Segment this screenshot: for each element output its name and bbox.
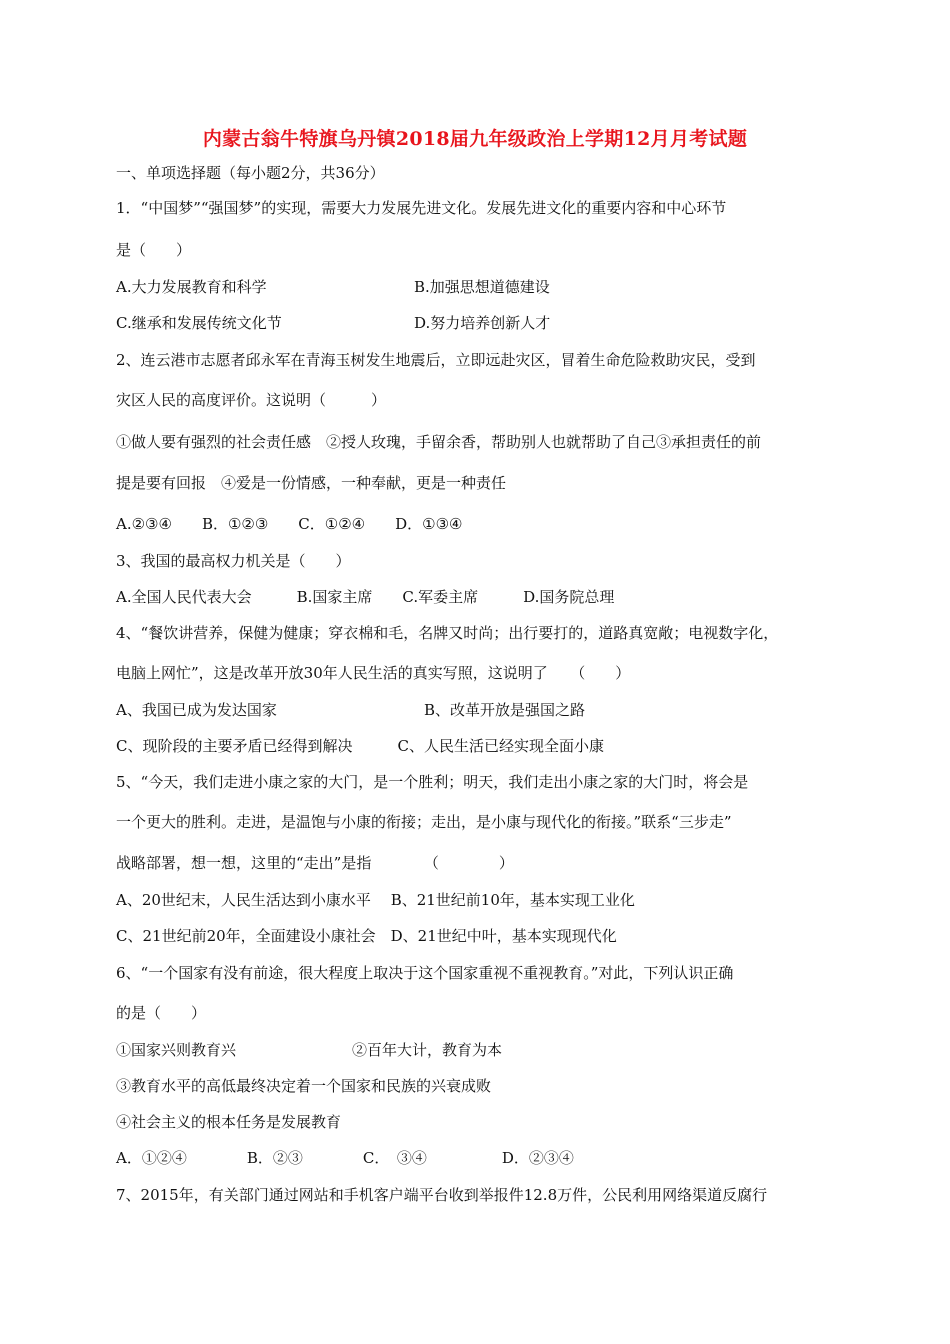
- q1-option-b: B.加强思想道德建设: [414, 278, 550, 296]
- q5-stem-line2: 一个更大的胜利。走进，是温饱与小康的衔接；走出，是小康与现代化的衔接。”联系“三步走”: [116, 813, 732, 831]
- q5-stem-line1: 5、“今天，我们走进小康之家的大门，是一个胜利；明天，我们走出小康之家的大门时，将会是: [116, 773, 749, 791]
- q6-stem-line2: 的是（ ）: [116, 1004, 207, 1022]
- q1-option-c: C.继承和发展传统文化节: [116, 314, 282, 332]
- exam-title: 内蒙古翁牛特旗乌丹镇2018届九年级政治上学期12月月考试题: [202, 128, 748, 150]
- q3-stem: 3、我国的最高权力机关是（ ）: [116, 552, 351, 570]
- q2-statements-line1: ①做人要有强烈的社会责任感 ②授人玫瑰，手留余香，帮助别人也就帮助了自己③承担责任的前: [116, 433, 762, 451]
- q1-stem-line1: 1．“中国梦”“强国梦”的实现，需要大力发展先进文化。发展先进文化的重要内容和中心环节: [116, 199, 727, 217]
- q5-stem-line3: 战略部署，想一想，这里的“走出”是指 （ ）: [116, 854, 514, 872]
- q4-stem-line2: 电脑上网忙”，这是改革开放30年人民生活的真实写照，这说明了 （ ）: [116, 664, 631, 682]
- q2-stem-line2: 灾区人民的高度评价。这说明（ ）: [116, 391, 387, 409]
- q1-option-d: D.努力培养创新人才: [414, 314, 551, 332]
- q2-choices: A.②③④ B．①②③ C．①②④ D．①③④: [116, 515, 463, 533]
- q4-option-b: B、改革开放是强国之路: [424, 701, 586, 719]
- q4-options-cd: C、现阶段的主要矛盾已经得到解决 C、人民生活已经实现全面小康: [116, 737, 604, 755]
- q7-stem-line1: 7、2015年，有关部门通过网站和手机客户端平台收到举报件12.8万件，公民利用网络渠道反腐行: [116, 1186, 768, 1204]
- q3-choices: A.全国人民代表大会 B.国家主席 C.军委主席 D.国务院总理: [116, 588, 615, 606]
- q1-stem-line2: 是（ ）: [116, 241, 192, 259]
- q5-options-ab: A、20世纪末，人民生活达到小康水平 B、21世纪前10年，基本实现工业化: [116, 891, 635, 909]
- q1-option-a: A.大力发展教育和科学: [116, 278, 267, 296]
- q6-statement-1: ①国家兴则教育兴: [116, 1041, 237, 1059]
- q6-choices: A．①②④ B．②③ C． ③④ D．②③④: [116, 1149, 574, 1167]
- q2-statements-line2: 提是要有回报 ④爱是一份情感，一种奉献，更是一种责任: [116, 474, 507, 492]
- q6-statement-4: ④社会主义的根本任务是发展教育: [116, 1113, 342, 1131]
- q6-statement-3: ③教育水平的高低最终决定着一个国家和民族的兴衰成败: [116, 1077, 492, 1095]
- q6-statement-2: ②百年大计，教育为本: [352, 1041, 503, 1059]
- q4-stem-line1: 4、“餐饮讲营养，保健为健康；穿衣棉和毛，名牌又时尚；出行要打的，道路真宽敞；电视数字化，: [116, 624, 779, 642]
- section-heading: 一、单项选择题（每小题2分，共36分）: [116, 164, 385, 182]
- q6-stem-line1: 6、“一个国家有没有前途，很大程度上取决于这个国家重视不重视教育。”对此，下列认识正确: [116, 964, 734, 982]
- q5-options-cd: C、21世纪前20年，全面建设小康社会 D、21世纪中叶，基本实现现代化: [116, 927, 617, 945]
- q2-stem-line1: 2、连云港市志愿者邱永军在青海玉树发生地震后，立即远赴灾区，冒着生命危险救助灾民，受到: [116, 351, 756, 369]
- q4-option-a: A、我国已成为发达国家: [116, 701, 277, 719]
